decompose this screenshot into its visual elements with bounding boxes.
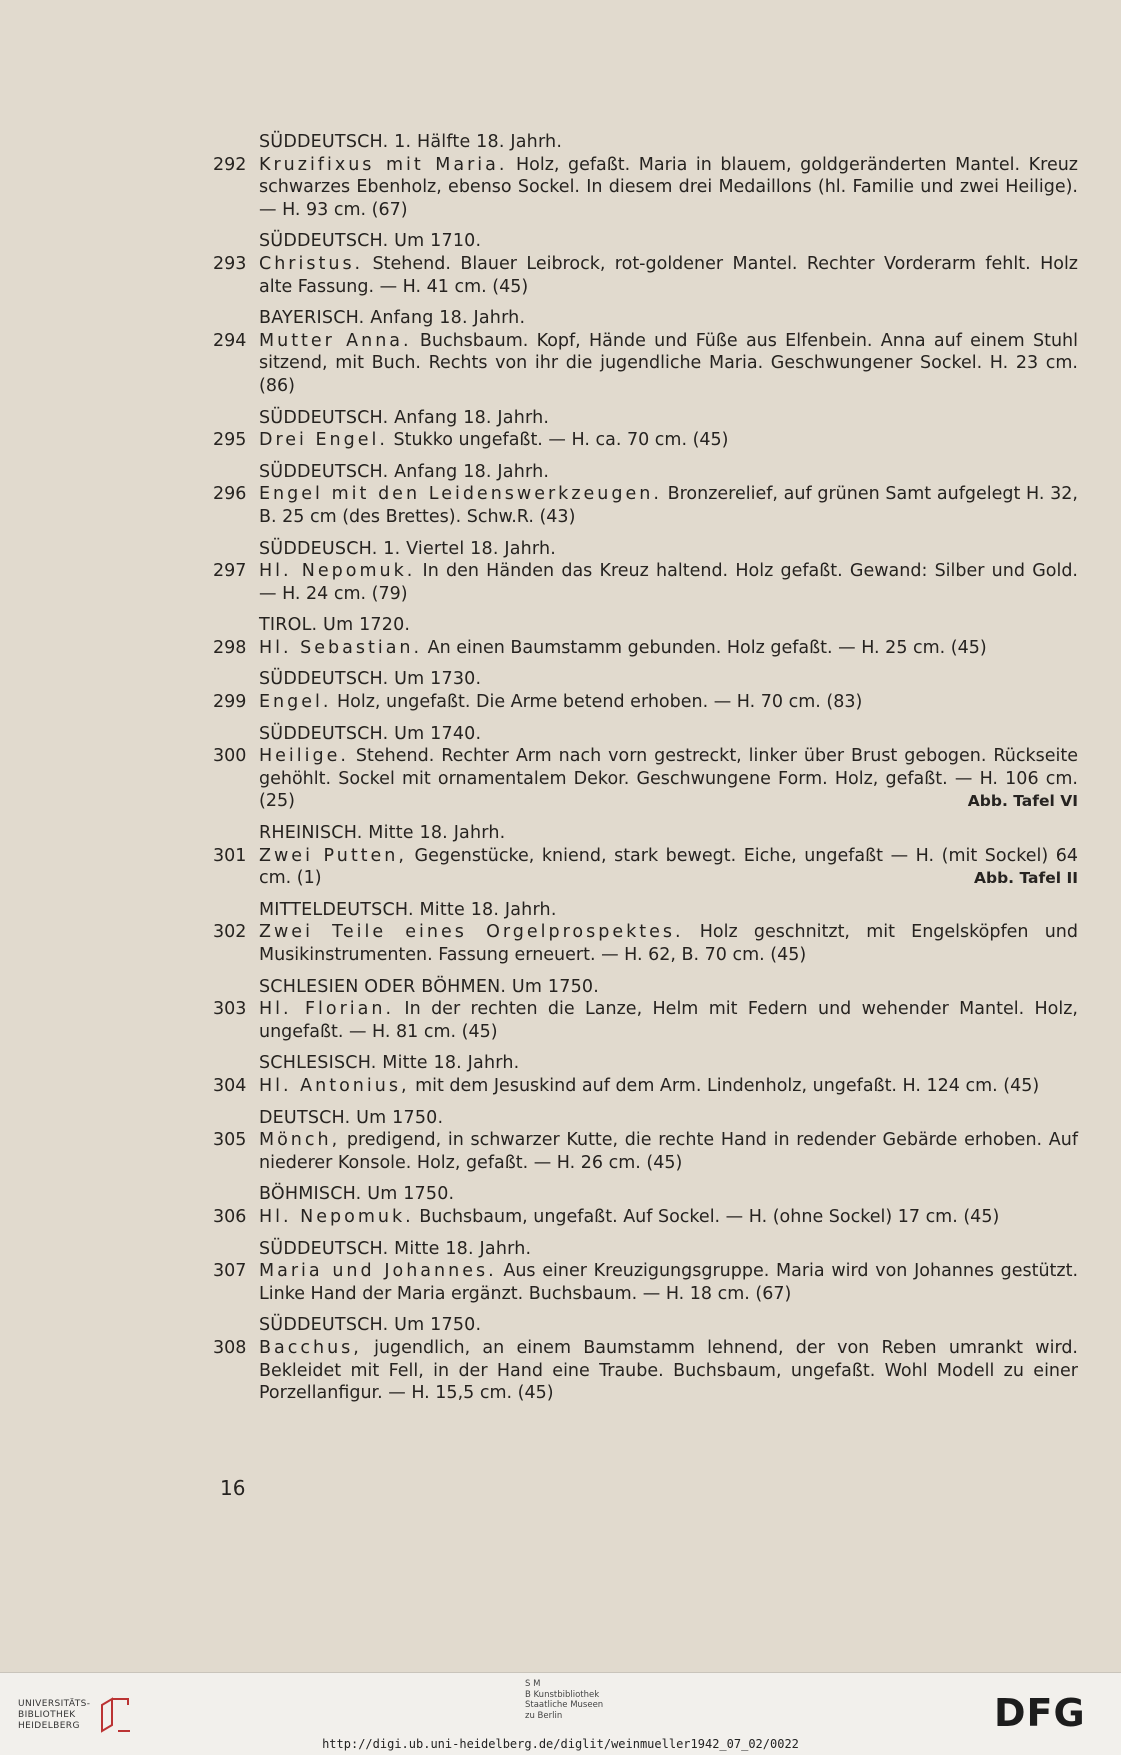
entry-origin: SÜDDEUTSCH. Anfang 18. Jahrh. bbox=[259, 461, 550, 482]
entry-text: Buchsbaum. Kopf, Hände und Füße aus Elfenbein. Anna auf einem Stuhl sitzend, mit Buch. Rechts von ihr die jugendliche Maria. Geschwungener Sockel. H. 23 cm. (86) bbox=[259, 330, 1078, 396]
entry-title: Kruzifixus mit Maria. bbox=[259, 154, 508, 175]
entry-origin: RHEINISCH. Mitte 18. Jahrh. bbox=[259, 823, 506, 844]
entry-number: 305 bbox=[213, 1130, 247, 1151]
entry-origin: SCHLESIEN ODER BÖHMEN. Um 1750. bbox=[259, 976, 600, 997]
entry-item bbox=[213, 560, 1078, 605]
source-url-link[interactable]: http://digi.ub.uni-heidelberg.de/diglit/weinmueller1942_07_02/0022 bbox=[322, 1737, 799, 1751]
catalog-entry bbox=[213, 976, 1078, 1044]
entry-description bbox=[259, 1206, 1078, 1229]
entry-number: 301 bbox=[213, 845, 247, 866]
catalog-entry bbox=[213, 899, 1078, 967]
entry-title: Bacchus, bbox=[259, 1337, 362, 1358]
entry-text: Bronzerelief, auf grünen Samt aufgelegt H. 32, B. 25 cm (des Brettes). Schw.R. (43) bbox=[259, 484, 1078, 527]
entry-title: Drei Engel. bbox=[259, 430, 388, 451]
entry-item bbox=[213, 330, 1078, 398]
entry-origin: SÜDDEUTSCH. Um 1750. bbox=[259, 1315, 482, 1336]
entry-description bbox=[259, 330, 1078, 398]
catalog-entry bbox=[213, 723, 1078, 813]
entry-title: Hl. Nepomuk. bbox=[259, 561, 416, 582]
entry-text: Holz, gefaßt. Maria in blauem, goldgeränderten Mantel. Kreuz schwarzes Ebenholz, ebenso Sockel. In diesem drei Medaillons (hl. Familie und zwei Heilige). — H. 93 cm. (67) bbox=[259, 154, 1078, 220]
university-line: BIBLIOTHEK bbox=[18, 1710, 76, 1720]
university-line: UNIVERSITÄTS- bbox=[18, 1699, 91, 1709]
entry-item bbox=[213, 1206, 1078, 1229]
entry-description bbox=[259, 1075, 1078, 1098]
entry-description bbox=[259, 154, 1078, 222]
university-logo[interactable] bbox=[18, 1699, 90, 1732]
entry-number: 293 bbox=[213, 253, 247, 274]
entry-title: Engel mit den Leidenswerkzeugen. bbox=[259, 484, 662, 505]
entry-number: 307 bbox=[213, 1261, 247, 1282]
entry-description bbox=[259, 745, 1078, 813]
entry-title: Hl. Florian. bbox=[259, 999, 395, 1020]
entry-text: mit dem Jesuskind auf dem Arm. Lindenholz, ungefaßt. H. 124 cm. (45) bbox=[409, 1075, 1040, 1096]
entry-title: Zwei Teile eines Orgelprospektes. bbox=[259, 922, 684, 943]
entry-description bbox=[259, 253, 1078, 298]
entry-description bbox=[259, 1260, 1078, 1305]
catalog-entry bbox=[213, 307, 1078, 397]
entry-item bbox=[213, 921, 1078, 966]
catalog-entry bbox=[213, 1052, 1078, 1097]
catalog-entry bbox=[213, 668, 1078, 713]
catalog-entry bbox=[213, 1238, 1078, 1306]
entry-origin: SÜDDEUTSCH. Um 1730. bbox=[259, 669, 482, 690]
catalog-entries bbox=[213, 131, 1078, 1414]
entry-title: Hl. Antonius, bbox=[259, 1075, 410, 1096]
entry-item bbox=[213, 1337, 1078, 1405]
entry-number: 304 bbox=[213, 1075, 247, 1096]
catalog-entry bbox=[213, 407, 1078, 452]
library-line: S M bbox=[525, 1679, 541, 1689]
entry-title: Mönch, bbox=[259, 1130, 341, 1151]
entry-text: predigend, in schwarzer Kutte, die rechte Hand in redender Gebärde erhoben. Auf niederer Konsole. Holz, gefaßt. — H. 26 cm. (45) bbox=[259, 1130, 1078, 1173]
entry-number: 302 bbox=[213, 922, 247, 943]
entry-item bbox=[213, 1075, 1078, 1098]
entry-description bbox=[259, 483, 1078, 528]
entry-number: 303 bbox=[213, 999, 247, 1020]
library-line: Staatliche Museen bbox=[525, 1700, 604, 1710]
entry-item bbox=[213, 1260, 1078, 1305]
entry-origin: TIROL. Um 1720. bbox=[259, 615, 411, 636]
entry-item bbox=[213, 483, 1078, 528]
entry-text: Buchsbaum, ungefaßt. Auf Sockel. — H. (ohne Sockel) 17 cm. (45) bbox=[413, 1206, 1000, 1227]
catalog-entry bbox=[213, 461, 1078, 529]
entry-description bbox=[259, 560, 1078, 605]
entry-item bbox=[213, 1129, 1078, 1174]
catalog-entry bbox=[213, 822, 1078, 890]
entry-text: Stehend. Rechter Arm nach vorn gestreckt, linker über Brust gebogen. Rückseite gehöhlt. Sockel mit ornamentalem Dekor. Geschwungene Form. Holz, gefaßt. — H. 106 cm. (25) bbox=[259, 746, 1078, 812]
entry-description bbox=[259, 429, 1078, 452]
entry-description bbox=[259, 1129, 1078, 1174]
entry-text: Holz, ungefaßt. Die Arme betend erhoben. — H. 70 cm. (83) bbox=[331, 692, 863, 713]
entry-origin: SCHLESISCH. Mitte 18. Jahrh. bbox=[259, 1053, 520, 1074]
entry-origin: SÜDDEUTSCH. Anfang 18. Jahrh. bbox=[259, 407, 550, 428]
entry-description bbox=[259, 845, 1078, 890]
library-logo[interactable] bbox=[525, 1679, 603, 1721]
entry-origin: SÜDDEUTSCH. Um 1740. bbox=[259, 723, 482, 744]
entry-item bbox=[213, 691, 1078, 714]
catalog-entry bbox=[213, 131, 1078, 221]
entry-number: 308 bbox=[213, 1337, 247, 1358]
catalog-entry bbox=[213, 1107, 1078, 1175]
entry-origin: BAYERISCH. Anfang 18. Jahrh. bbox=[259, 308, 526, 329]
entry-text: Stukko ungefaßt. — H. ca. 70 cm. (45) bbox=[387, 430, 729, 451]
entry-title: Hl. Sebastian. bbox=[259, 637, 423, 658]
entry-origin: MITTELDEUTSCH. Mitte 18. Jahrh. bbox=[259, 899, 557, 920]
entry-item bbox=[213, 745, 1078, 813]
footer-bar bbox=[0, 1672, 1121, 1755]
entry-description bbox=[259, 998, 1078, 1043]
entry-number: 296 bbox=[213, 484, 247, 505]
entry-origin: SÜDDEUTSCH. Um 1710. bbox=[259, 231, 482, 252]
entry-description bbox=[259, 921, 1078, 966]
catalog-entry bbox=[213, 614, 1078, 659]
entry-origin: SÜDDEUSCH. 1. Viertel 18. Jahrh. bbox=[259, 538, 557, 559]
catalog-entry bbox=[213, 230, 1078, 298]
entry-number: 297 bbox=[213, 561, 247, 582]
entry-number: 298 bbox=[213, 637, 247, 658]
entry-number: 292 bbox=[213, 154, 247, 175]
entry-text: jugendlich, an einem Baumstamm lehnend, der von Reben umrankt wird. Bekleidet mit Fell, in der Hand eine Traube. Buchsbaum, ungefaßt. Wohl Modell zu einer Porzellanfigur. — H. 15,5 cm. (45) bbox=[259, 1337, 1078, 1404]
entry-number: 294 bbox=[213, 330, 247, 351]
entry-title: Heilige. bbox=[259, 746, 349, 767]
library-line: B Kunstbibliothek bbox=[525, 1689, 600, 1700]
university-line: HEIDELBERG bbox=[18, 1721, 80, 1731]
entry-origin: SÜDDEUTSCH. 1. Hälfte 18. Jahrh. bbox=[259, 132, 563, 152]
catalog-entry bbox=[213, 1314, 1078, 1404]
entry-text: Stehend. Blauer Leibrock, rot-goldener Mantel. Rechter Vorderarm fehlt. Holz alte Fassung. — H. 41 cm. (45) bbox=[259, 253, 1078, 297]
entry-text: An einen Baumstamm gebunden. Holz gefaßt. — H. 25 cm. (45) bbox=[422, 637, 987, 658]
entry-item bbox=[213, 253, 1078, 298]
plate-reference: Abb. Tafel VI bbox=[967, 792, 1078, 811]
entry-number: 306 bbox=[213, 1206, 247, 1227]
entry-text: In den Händen das Kreuz haltend. Holz gefaßt. Gewand: Silber und Gold. — H. 24 cm. (79) bbox=[259, 561, 1078, 604]
entry-item bbox=[213, 154, 1078, 222]
entry-item bbox=[213, 845, 1078, 890]
entry-item bbox=[213, 998, 1078, 1043]
entry-text: Holz geschnitzt, mit Engelsköpfen und Musikinstrumenten. Fassung erneuert. — H. 62, B. 70 cm. (45) bbox=[259, 922, 1078, 965]
catalog-entry bbox=[213, 538, 1078, 606]
entry-origin: BÖHMISCH. Um 1750. bbox=[259, 1184, 455, 1205]
entry-description bbox=[259, 1337, 1078, 1405]
entry-title: Engel. bbox=[259, 692, 332, 713]
entry-item bbox=[213, 429, 1078, 452]
entry-title: Zwei Putten, bbox=[259, 845, 407, 866]
entry-title: Maria und Johannes. bbox=[259, 1261, 497, 1282]
library-line: zu Berlin bbox=[525, 1710, 563, 1721]
entry-title: Hl. Nepomuk. bbox=[259, 1206, 414, 1227]
entry-description bbox=[259, 637, 1078, 660]
dfg-logo[interactable]: DFG bbox=[994, 1691, 1086, 1735]
entry-text: Aus einer Kreuzigungsgruppe. Maria wird von Johannes gestützt. Linke Hand der Maria ergänzt. Buchsbaum. — H. 18 cm. (67) bbox=[259, 1261, 1079, 1304]
entry-number: 300 bbox=[213, 746, 247, 767]
page-number: 16 bbox=[220, 1476, 246, 1500]
university-logo-icon bbox=[98, 1695, 134, 1735]
entry-title: Christus. bbox=[259, 253, 364, 274]
entry-number: 295 bbox=[213, 430, 247, 451]
entry-description bbox=[259, 691, 1078, 714]
plate-reference: Abb. Tafel II bbox=[973, 869, 1078, 888]
entry-origin: DEUTSCH. Um 1750. bbox=[259, 1107, 444, 1128]
entry-origin: SÜDDEUTSCH. Mitte 18. Jahrh. bbox=[259, 1238, 532, 1259]
entry-text: In der rechten die Lanze, Helm mit Federn und wehender Mantel. Holz, ungefaßt. — H. 81 cm. (45) bbox=[259, 999, 1078, 1042]
catalog-entry bbox=[213, 1183, 1078, 1228]
entry-title: Mutter Anna. bbox=[259, 330, 412, 351]
entry-item bbox=[213, 637, 1078, 660]
entry-text: Gegenstücke, kniend, stark bewegt. Eiche, ungefaßt — H. (mit Sockel) 64 cm. (1) bbox=[259, 845, 1078, 889]
entry-number: 299 bbox=[213, 692, 247, 713]
